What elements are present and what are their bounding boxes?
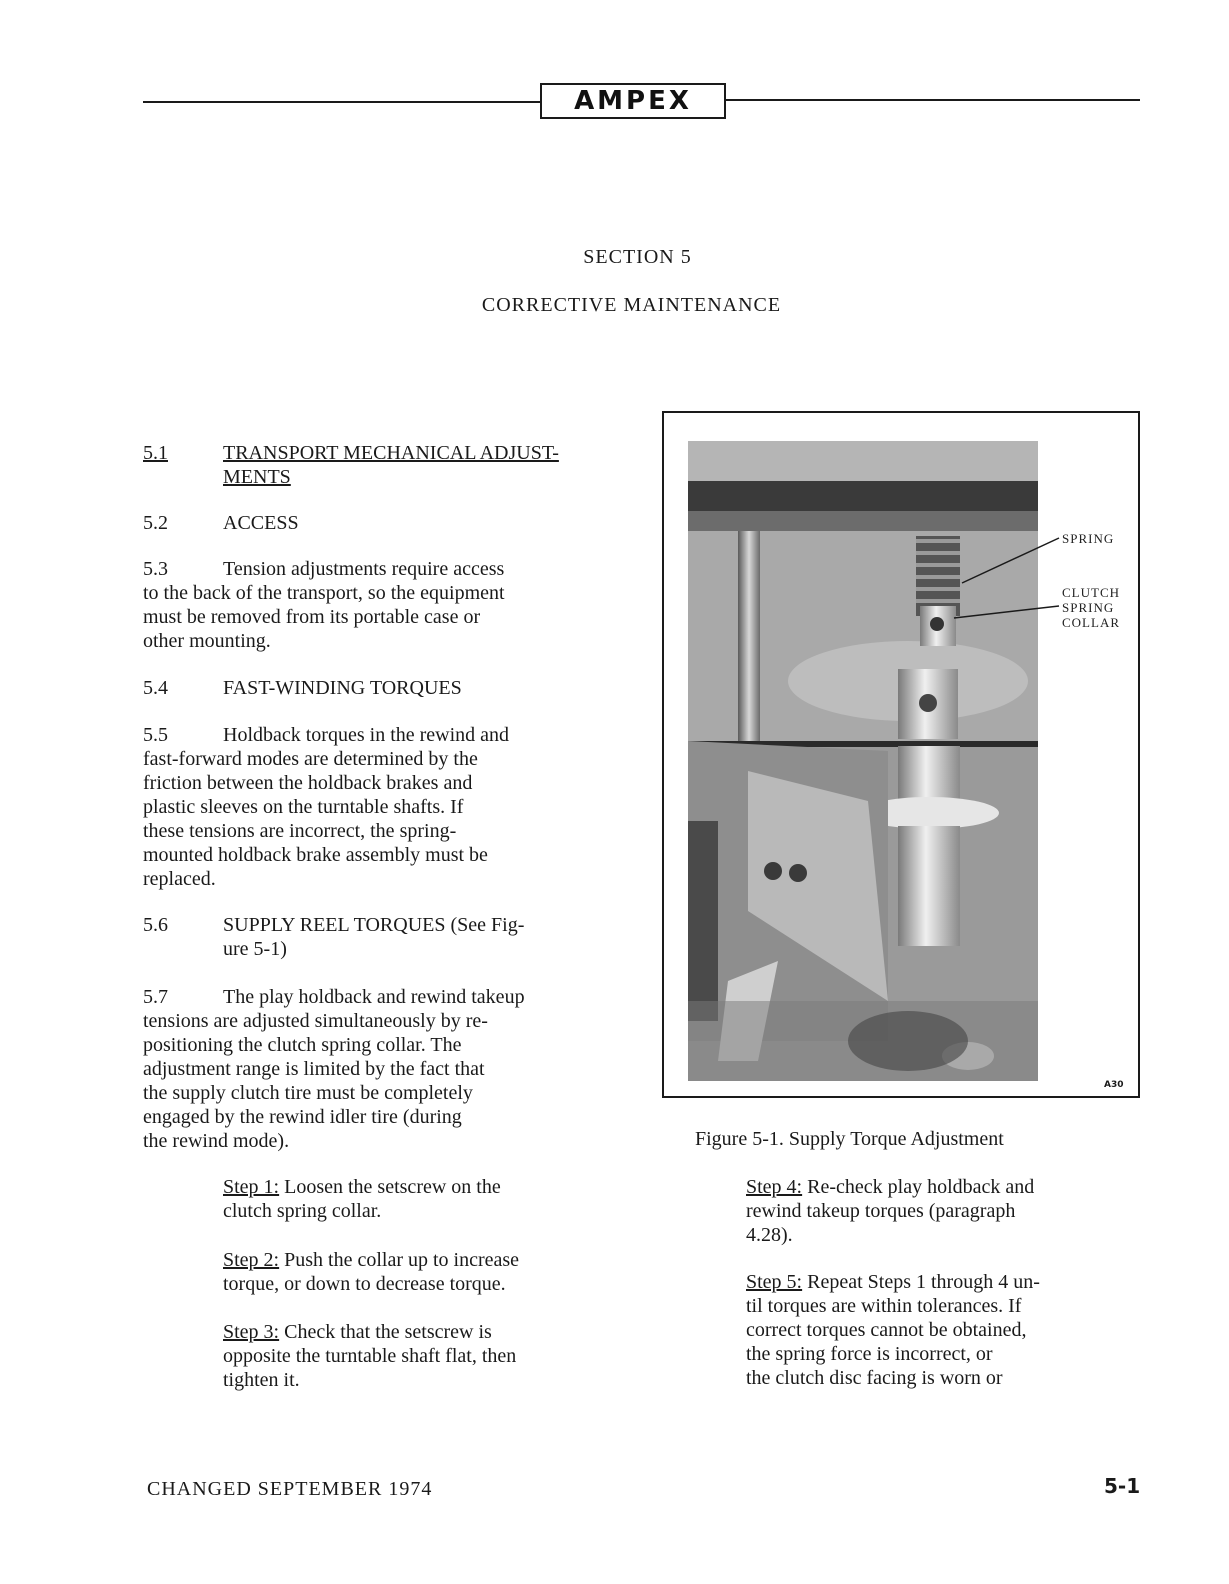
spring-leader-line [962, 538, 1059, 583]
section-title: CORRECTIVE MAINTENANCE [481, 294, 782, 316]
step-label: Step 1: [223, 1176, 280, 1198]
text-line: Push the collar up to increase [279, 1249, 520, 1271]
text-line: correct torques cannot be obtained, [746, 1319, 1027, 1341]
para-5-7 [143, 985, 643, 1153]
para-5-2 [143, 511, 299, 535]
para-num: 5.3 [143, 558, 168, 580]
text-line: engaged by the rewind idler tire (during [143, 1106, 462, 1128]
text-line: replaced. [143, 868, 216, 890]
heading-line: TRANSPORT MECHANICAL ADJUST- [223, 442, 559, 464]
callout-leaders [664, 413, 1142, 1100]
ampex-logo: AMPEX [540, 83, 726, 119]
text-line: clutch spring collar. [223, 1200, 382, 1222]
text-line: the clutch disc facing is worn or [746, 1367, 1003, 1389]
step-label: Step 4: [746, 1176, 803, 1198]
step-label: Step 5: [746, 1271, 803, 1293]
text-line: the supply clutch tire must be completely [143, 1082, 473, 1104]
heading-line: ACCESS [223, 512, 299, 534]
text-line: other mounting. [143, 630, 271, 652]
para-5-3 [143, 557, 643, 653]
heading-line: FAST-WINDING TORQUES [223, 677, 462, 699]
text-line: plastic sleeves on the turntable shafts. If [143, 796, 464, 818]
text-line: til torques are within tolerances. If [746, 1295, 1022, 1317]
page-number: 5-1 [1104, 1474, 1141, 1498]
step-5 [746, 1270, 1146, 1390]
para-num: 5.4 [143, 677, 168, 699]
text-line: fast-forward modes are determined by the [143, 748, 478, 770]
text-line: Holdback torques in the rewind and [223, 724, 510, 746]
text-line: adjustment range is limited by the fact that [143, 1058, 485, 1080]
para-5-1 [143, 441, 643, 489]
para-num: 5.2 [143, 512, 168, 534]
step-label: Step 3: [223, 1321, 280, 1343]
heading-line: SUPPLY REEL TORQUES (See Fig- [223, 914, 525, 936]
para-5-5 [143, 723, 643, 891]
step-2 [223, 1248, 643, 1296]
heading-line: ure 5-1) [223, 938, 287, 960]
para-num: 5.7 [143, 986, 168, 1008]
text-line: Loosen the setscrew on the [279, 1176, 501, 1198]
label-clutch-spring-collar [1062, 585, 1120, 630]
figure-5-1-frame [662, 411, 1140, 1098]
text-line: friction between the holdback brakes and [143, 772, 473, 794]
heading-line: MENTS [223, 466, 291, 488]
header-rule-left [143, 101, 540, 103]
text-line: to the back of the transport, so the equipment [143, 582, 505, 604]
text-line: rewind takeup torques (paragraph [746, 1200, 1016, 1222]
text-line: the spring force is incorrect, or [746, 1343, 993, 1365]
text-line: mounted holdback brake assembly must be [143, 844, 488, 866]
footer-changed: CHANGED SEPTEMBER 1974 [147, 1478, 433, 1500]
para-5-6 [143, 913, 643, 961]
text-line: Repeat Steps 1 through 4 un- [802, 1271, 1040, 1293]
step-1 [223, 1175, 643, 1223]
text-line: these tensions are incorrect, the spring- [143, 820, 457, 842]
text-line: tensions are adjusted simultaneously by re- [143, 1010, 488, 1032]
para-num: 5.1 [143, 442, 168, 464]
text-line: The play holdback and rewind takeup [223, 986, 525, 1008]
para-num: 5.5 [143, 724, 168, 746]
photo-tag: A30 [1104, 1080, 1124, 1090]
text-line: opposite the turntable shaft flat, then [223, 1345, 517, 1367]
text-line: the rewind mode). [143, 1130, 290, 1152]
header-rule-right [726, 99, 1140, 101]
text-line: Re-check play holdback and [802, 1176, 1035, 1198]
text-line: tighten it. [223, 1369, 300, 1391]
text-line: must be removed from its portable case or [143, 606, 481, 628]
figure-caption: Figure 5-1. Supply Torque Adjustment [695, 1128, 1004, 1150]
step-label: Step 2: [223, 1249, 280, 1271]
step-3 [223, 1320, 643, 1392]
para-5-4 [143, 676, 462, 700]
callout-line: SPRING [1062, 600, 1115, 615]
callout-line: COLLAR [1062, 615, 1120, 630]
text-line: Tension adjustments require access [223, 558, 505, 580]
callout-line: CLUTCH [1062, 585, 1120, 600]
text-line: 4.28). [746, 1224, 793, 1246]
collar-leader-line [954, 606, 1059, 618]
para-num: 5.6 [143, 914, 168, 936]
text-line: torque, or down to decrease torque. [223, 1273, 506, 1295]
label-spring: SPRING [1062, 531, 1115, 546]
step-4 [746, 1175, 1146, 1247]
text-line: positioning the clutch spring collar. The [143, 1034, 462, 1056]
text-line: Check that the setscrew is [279, 1321, 492, 1343]
section-number: SECTION 5 [583, 246, 692, 268]
